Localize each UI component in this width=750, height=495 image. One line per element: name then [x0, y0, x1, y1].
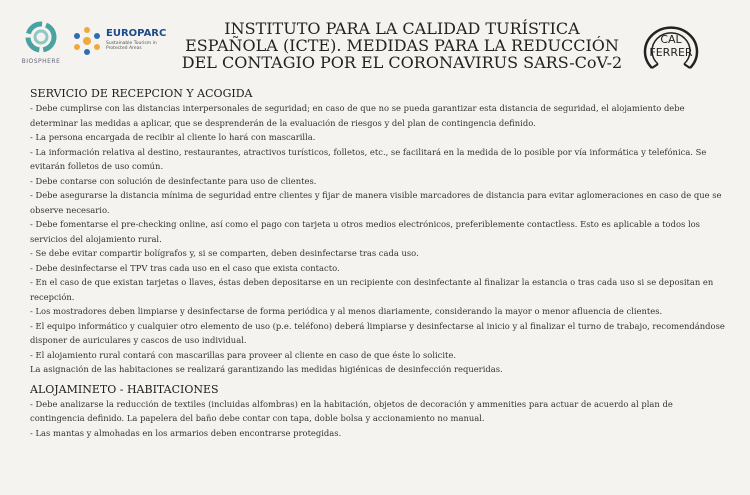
europarc-logo-tagline: Sustainable Tourism in Protected Areas	[106, 41, 157, 51]
section-title-rooms: ALOJAMINETO - HABITACIONES	[30, 382, 219, 396]
document-title: INSTITUTO PARA LA CALIDAD TURÍSTICA ESPAÑOLA (ICTE). MEDIDAS PARA LA REDUCCIÓN DEL CONTAGIO POR EL CORONAVIRUS SARS-CoV-2	[181, 19, 623, 72]
europarc-logo-name: EUROPARC	[106, 28, 167, 39]
list-item: - Las mantas y almohadas en los armarios deben encontrarse protegidas.	[30, 427, 342, 438]
header	[0, 0, 750, 82]
section-title-reception: SERVICIO DE RECEPCION Y ACOGIDA	[30, 87, 253, 100]
list-item: - El alojamiento rural contará con mascarillas para proveer al cliente en caso de que éste lo solicite.	[30, 349, 457, 360]
list-item: - En el caso de que existan tarjetas o llaves, éstas deben depositarse en un recipiente con desinfectante al finalizar la estancia o tras cada uso si se depositan en recepción.	[30, 277, 714, 302]
list-item: - Debe asegurarse la distancia mínima de seguridad entre clientes y fijar de manera visible marcadores de distancia para evitar aglomeraciones en caso de que se observe necesario.	[30, 190, 722, 215]
europarc-logo	[70, 24, 170, 66]
biosphere-logo-text: BIOSPHERE	[21, 58, 61, 65]
list-item: - Los mostradores deben limpiarse y desinfectarse de forma periódica y al menos diariamente, considerando la mayor o menor afluencia de clientes.	[30, 306, 663, 316]
list-item: - El equipo informático y cualquier otro elemento de uso (p.e. teléfono) deberá limpiarse y desinfectarse al inicio y al finalizar el turno de trabajo, recomendándose disponer de auriculares y cascos de uso individual.	[30, 320, 725, 345]
seal-text-line1: CAL	[660, 33, 682, 46]
cal-ferrer-seal	[636, 14, 706, 74]
biosphere-logo	[18, 20, 68, 70]
list-item: - Se debe evitar compartir bolígrafos y, si se comparten, deben desinfectarse tras cada uso.	[30, 248, 419, 258]
list-item: - La persona encargada de recibir al cliente lo hará con mascarilla.	[30, 132, 316, 142]
biosphere-logo-icon	[24, 20, 58, 54]
europarc-logo-icon	[70, 24, 104, 58]
seal-text-line2: FERRER	[649, 46, 693, 59]
list-item: - Debe contarse con solución de desinfectante para uso de clientes.	[30, 175, 317, 186]
list-item: La asignación de las habitaciones se realizará garantizando las medidas higiénicas de desinfección requeridas.	[30, 364, 503, 374]
list-item: - La información relativa al destino, restaurantes, atractivos turísticos, folletos, etc., se facilitará en la medida de lo posible por vía informática y telefónica. Se evitarán folletos de uso común.	[30, 146, 707, 171]
list-item: - Debe fomentarse el pre-checking online, así como el pago con tarjeta u otros medios electrónicos, preferiblemente contactless. Esto es aplicable a todos los servicios del alojamiento rural.	[30, 219, 700, 244]
list-item: - Debe desinfectarse el TPV tras cada uso en el caso que exista contacto.	[30, 262, 340, 273]
document-body	[30, 86, 730, 440]
list-item: - Debe analizarse la reducción de textiles (incluidas alfombras) en la habitación, objetos de decoración y ammenities para actuar de acuerdo al plan de contingencia definido. La papelera del baño debe contar con tapa, doble bolsa y accionamiento no manual.	[30, 398, 673, 423]
list-item: - Debe cumplirse con las distancias interpersonales de seguridad; en caso de que no se pueda garantizar esta distancia de seguridad, el alojamiento debe determinar las medidas a aplicar, que se desprenderán de la evaluación de riesgos y del plan de contingencia definido.	[30, 103, 685, 128]
